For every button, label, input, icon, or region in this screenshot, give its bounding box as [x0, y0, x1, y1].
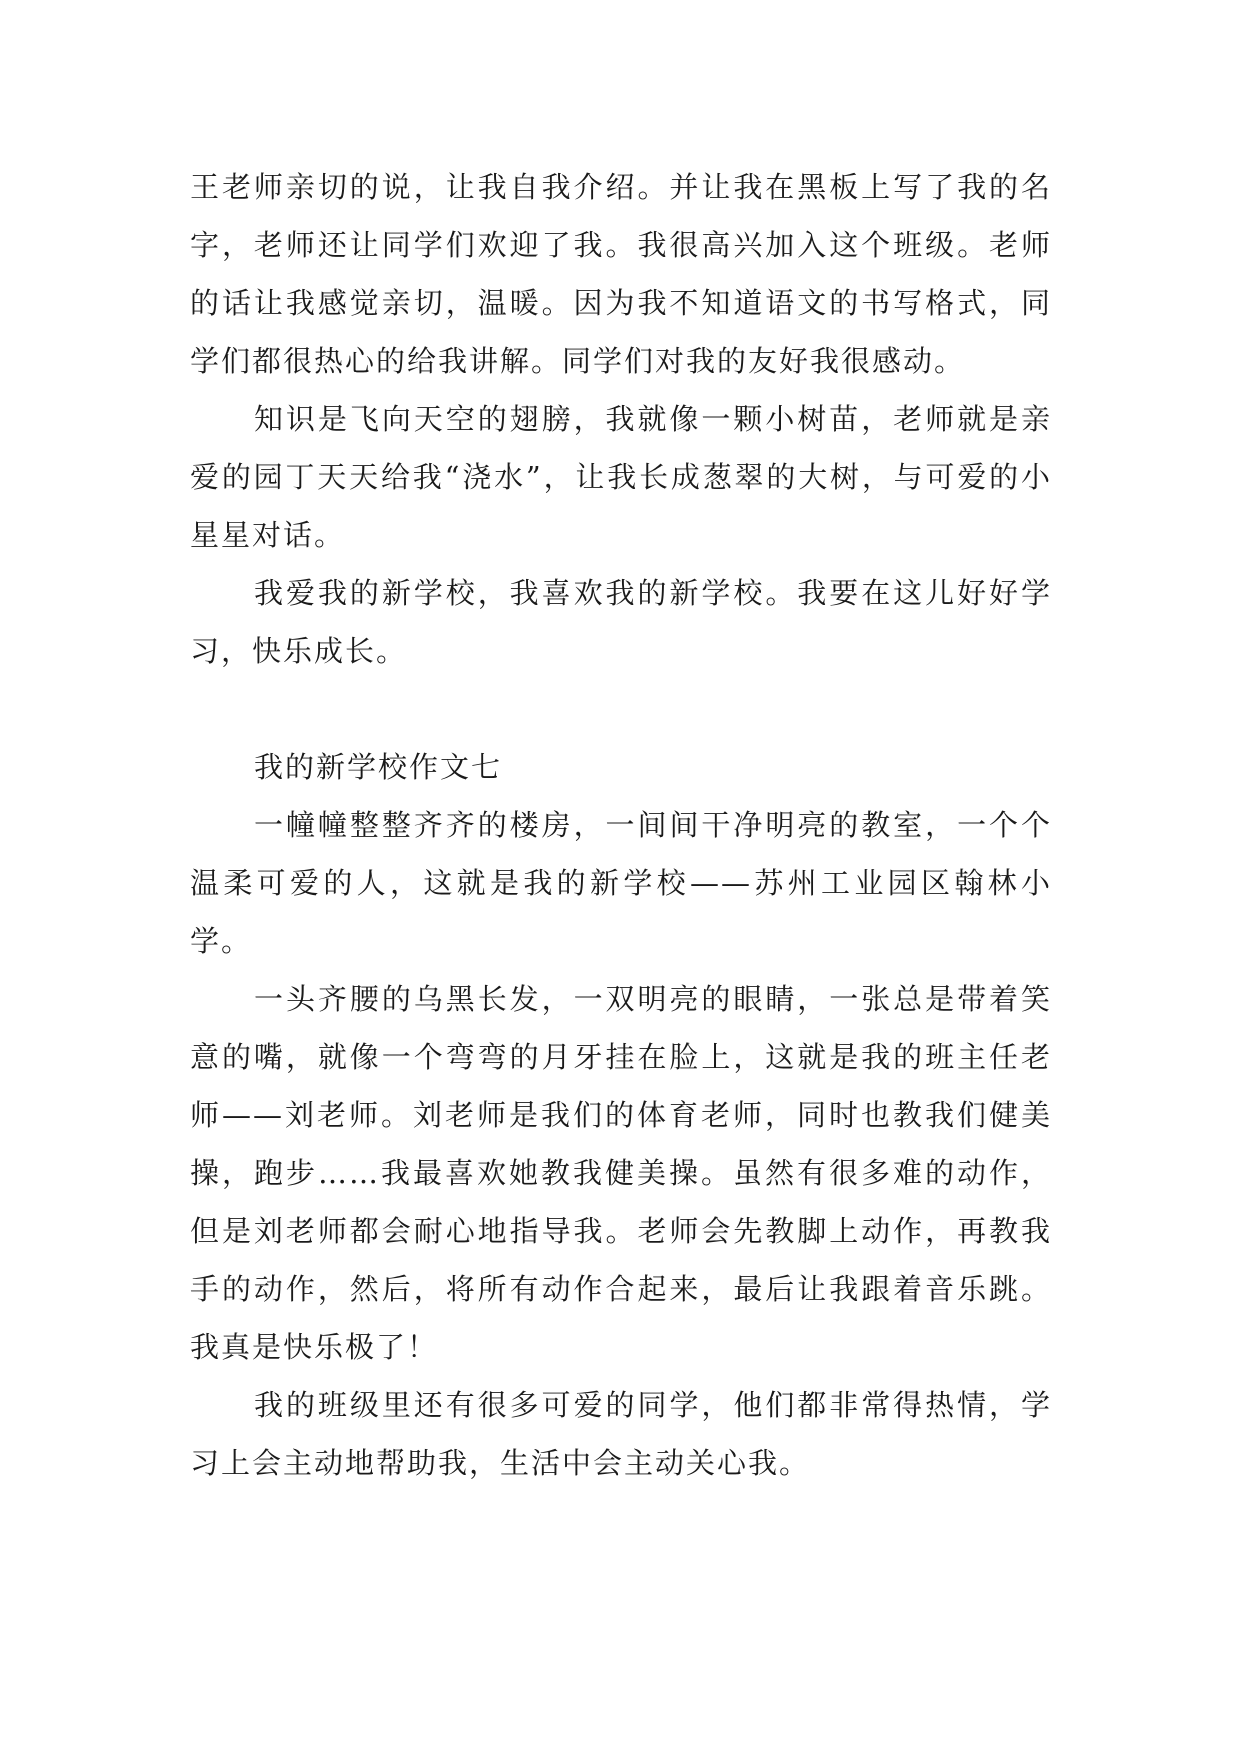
- paragraph-knowledge: 知识是飞向天空的翅膀，我就像一颗小树苗，老师就是亲爱的园丁天天给我“浇水”，让我长成葱翠的大树，与可爱的小星星对话。: [190, 402, 1052, 552]
- document-body: [190, 158, 1052, 1492]
- paragraph-intro: 王老师亲切的说，让我自我介绍。并让我在黑板上写了我的名字，老师还让同学们欢迎了我。我很高兴加入这个班级。老师的话让我感觉亲切，温暖。因为我不知道语文的书写格式，同学们都很热心的给我讲解。同学们对我的友好我很感动。: [190, 170, 1052, 378]
- paragraph-love-school: 我爱我的新学校，我喜欢我的新学校。我要在这儿好好学习，快乐成长。: [190, 576, 1052, 668]
- paragraph-teacher: 一头齐腰的乌黑长发，一双明亮的眼睛，一张总是带着笑意的嘴，就像一个弯弯的月牙挂在脸上，这就是我的班主任老师——刘老师。刘老师是我们的体育老师，同时也教我们健美操，跑步……我最喜欢她教我健美操。虽然有很多难的动作，但是刘老师都会耐心地指导我。老师会先教脚上动作，再教我手的动作，然后，将所有动作合起来，最后让我跟着音乐跳。我真是快乐极了！: [190, 982, 1052, 1364]
- paragraph-classmates: 我的班级里还有很多可爱的同学，他们都非常得热情，学习上会主动地帮助我，生活中会主动关心我。: [190, 1388, 1052, 1480]
- essay-title: 我的新学校作文七: [254, 750, 503, 784]
- paragraph-buildings: 一幢幢整整齐齐的楼房，一间间干净明亮的教室，一个个温柔可爱的人，这就是我的新学校——苏州工业园区翰林小学。: [190, 808, 1052, 958]
